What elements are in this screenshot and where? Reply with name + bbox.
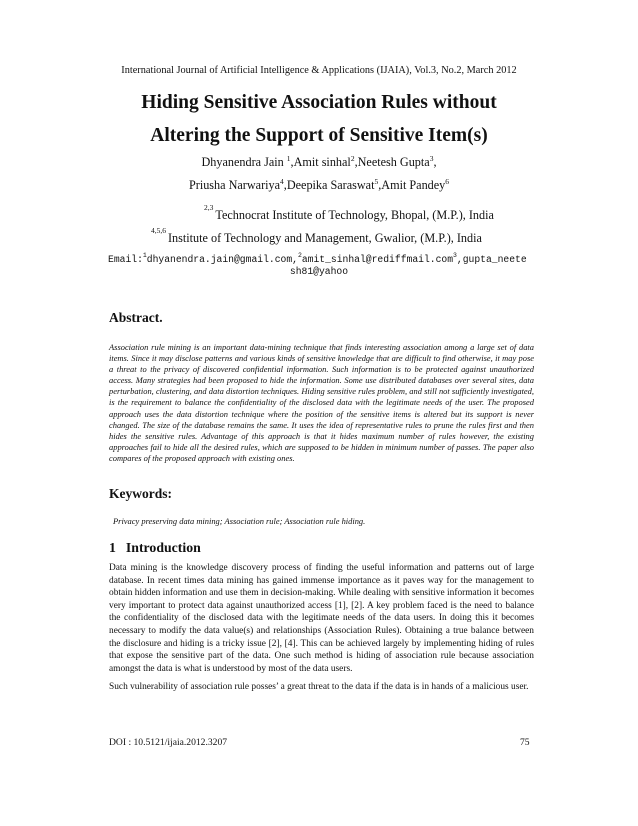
author-separator: , [433, 155, 437, 169]
author-superscript: 1 [286, 154, 291, 163]
author-superscript: 2 [350, 154, 355, 163]
author-superscript: 4 [280, 177, 284, 186]
author-name: ,Amit sinhal [290, 155, 351, 169]
abstract-heading: Abstract. [109, 310, 163, 325]
email-address: dhyanendra.jain@gmail.com, [146, 254, 298, 265]
author-superscript: 6 [445, 177, 450, 186]
abstract-body: Association rule mining is an important data-mining technique that finds interesting association among a large set of data items. Since it may disclose patterns and various kinds of sensitive knowledge that are difficult to find otherwise, it may pose a threat to the privacy of discovered confidential information. Such information is to be protected against unauthorized access. Many strategies had been proposed to hide the information. Some use distributed databases over several sites, data perturbation, clustering, and data distortion techniques. Hiding sensitive rules problem, and still not sufficiently investigated, is the requirement to balance the confidentiality of the disclosed data with the legitimate needs of the user. The proposed approach uses the data distortion technique where the position of the sensitive items is altered but its support is never changed. The size of the database remains the same. It uses the idea of representative rules to prune the rules first and then hides the sensitive rules. Advantage of this approach is that it hides maximum number of rules however, the existing approaches fail to hide all the desired rules, which are supposed to be hidden in minimum number of passes. The paper also compares of the proposed approach with existing ones. [109, 342, 534, 463]
email-address: amit_sinhal@rediffmail.com [301, 254, 454, 265]
authors-line-1 [0, 155, 638, 170]
email-line-2: sh81@yahoo [289, 266, 349, 277]
authors-line-2 [0, 178, 638, 193]
doi-footer: DOI : 10.5121/ijaia.2012.3207 [109, 737, 228, 748]
keywords-text: Privacy preserving data mining; Association rule; Association rule hiding. [113, 516, 366, 526]
journal-header: International Journal of Artificial Intelligence & Applications (IJAIA), Vol.3, No.2, March 2012 [121, 65, 517, 76]
email-address: ,gupta_neete [456, 254, 527, 265]
author-superscript: 3 [429, 154, 434, 163]
author-name: ,Amit Pandey [378, 178, 446, 192]
email-superscript: 3 [453, 252, 457, 259]
introduction-body [109, 562, 534, 700]
author-name: ,Neetesh Gupta [354, 155, 430, 169]
section-heading-introduction [109, 540, 201, 556]
author-name: ,Deepika Saraswat [283, 178, 375, 192]
paragraph: Data mining is the knowledge discovery process of finding the useful information and patterns out of large database. In recent times data mining has gained immense importance as it paves way for the management to obtain hidden information and use them in decision-making. While dealing with sensitive information it becomes very important to protect data against unauthorized access [1], [2]. A key problem faced is the need to balance the confidentiality of the disclosed data with the legitimate needs of the data users. In doing this it becomes necessary to modify the data value(s) and relationships (Association Rules). Obtaining a true balance between the disclosure and hiding is a tricky issue [2], [4]. This can be achieved largely by implementing hiding of rules that expose the sensitive part of the data. One such method is hiding of association rule because association amongst the data is what is understood by most of the data users. [109, 563, 534, 674]
paper-title-line-1: Hiding Sensitive Association Rules without [141, 92, 497, 113]
affiliation-superscript: 2,3 [204, 203, 214, 212]
email-label: Email: [108, 254, 143, 265]
section-title: Introduction [125, 540, 201, 555]
author-name: Dhyanendra Jain [201, 155, 287, 169]
affiliation-text: Institute of Technology and Management, Gwalior, (M.P.), India [168, 231, 482, 245]
affiliation-1 [204, 203, 494, 223]
paragraph: Such vulnerability of association rule posses’ a great threat to the data if the data is in hands of a malicious user. [109, 682, 529, 693]
section-number: 1 [109, 540, 116, 555]
email-superscript: 1 [142, 252, 147, 259]
author-name: Priusha Narwariya [188, 178, 281, 192]
affiliation-2 [151, 226, 482, 246]
paper-title-line-2: Altering the Support of Sensitive Item(s) [150, 125, 488, 146]
email-superscript: 2 [297, 252, 302, 259]
affiliation-text: Technocrat Institute of Technology, Bhopal, (M.P.), India [215, 208, 494, 222]
affiliation-superscript: 4,5,6 [151, 226, 166, 235]
keywords-heading: Keywords: [109, 486, 172, 501]
author-superscript: 5 [374, 177, 379, 186]
page-number: 75 [520, 737, 530, 748]
